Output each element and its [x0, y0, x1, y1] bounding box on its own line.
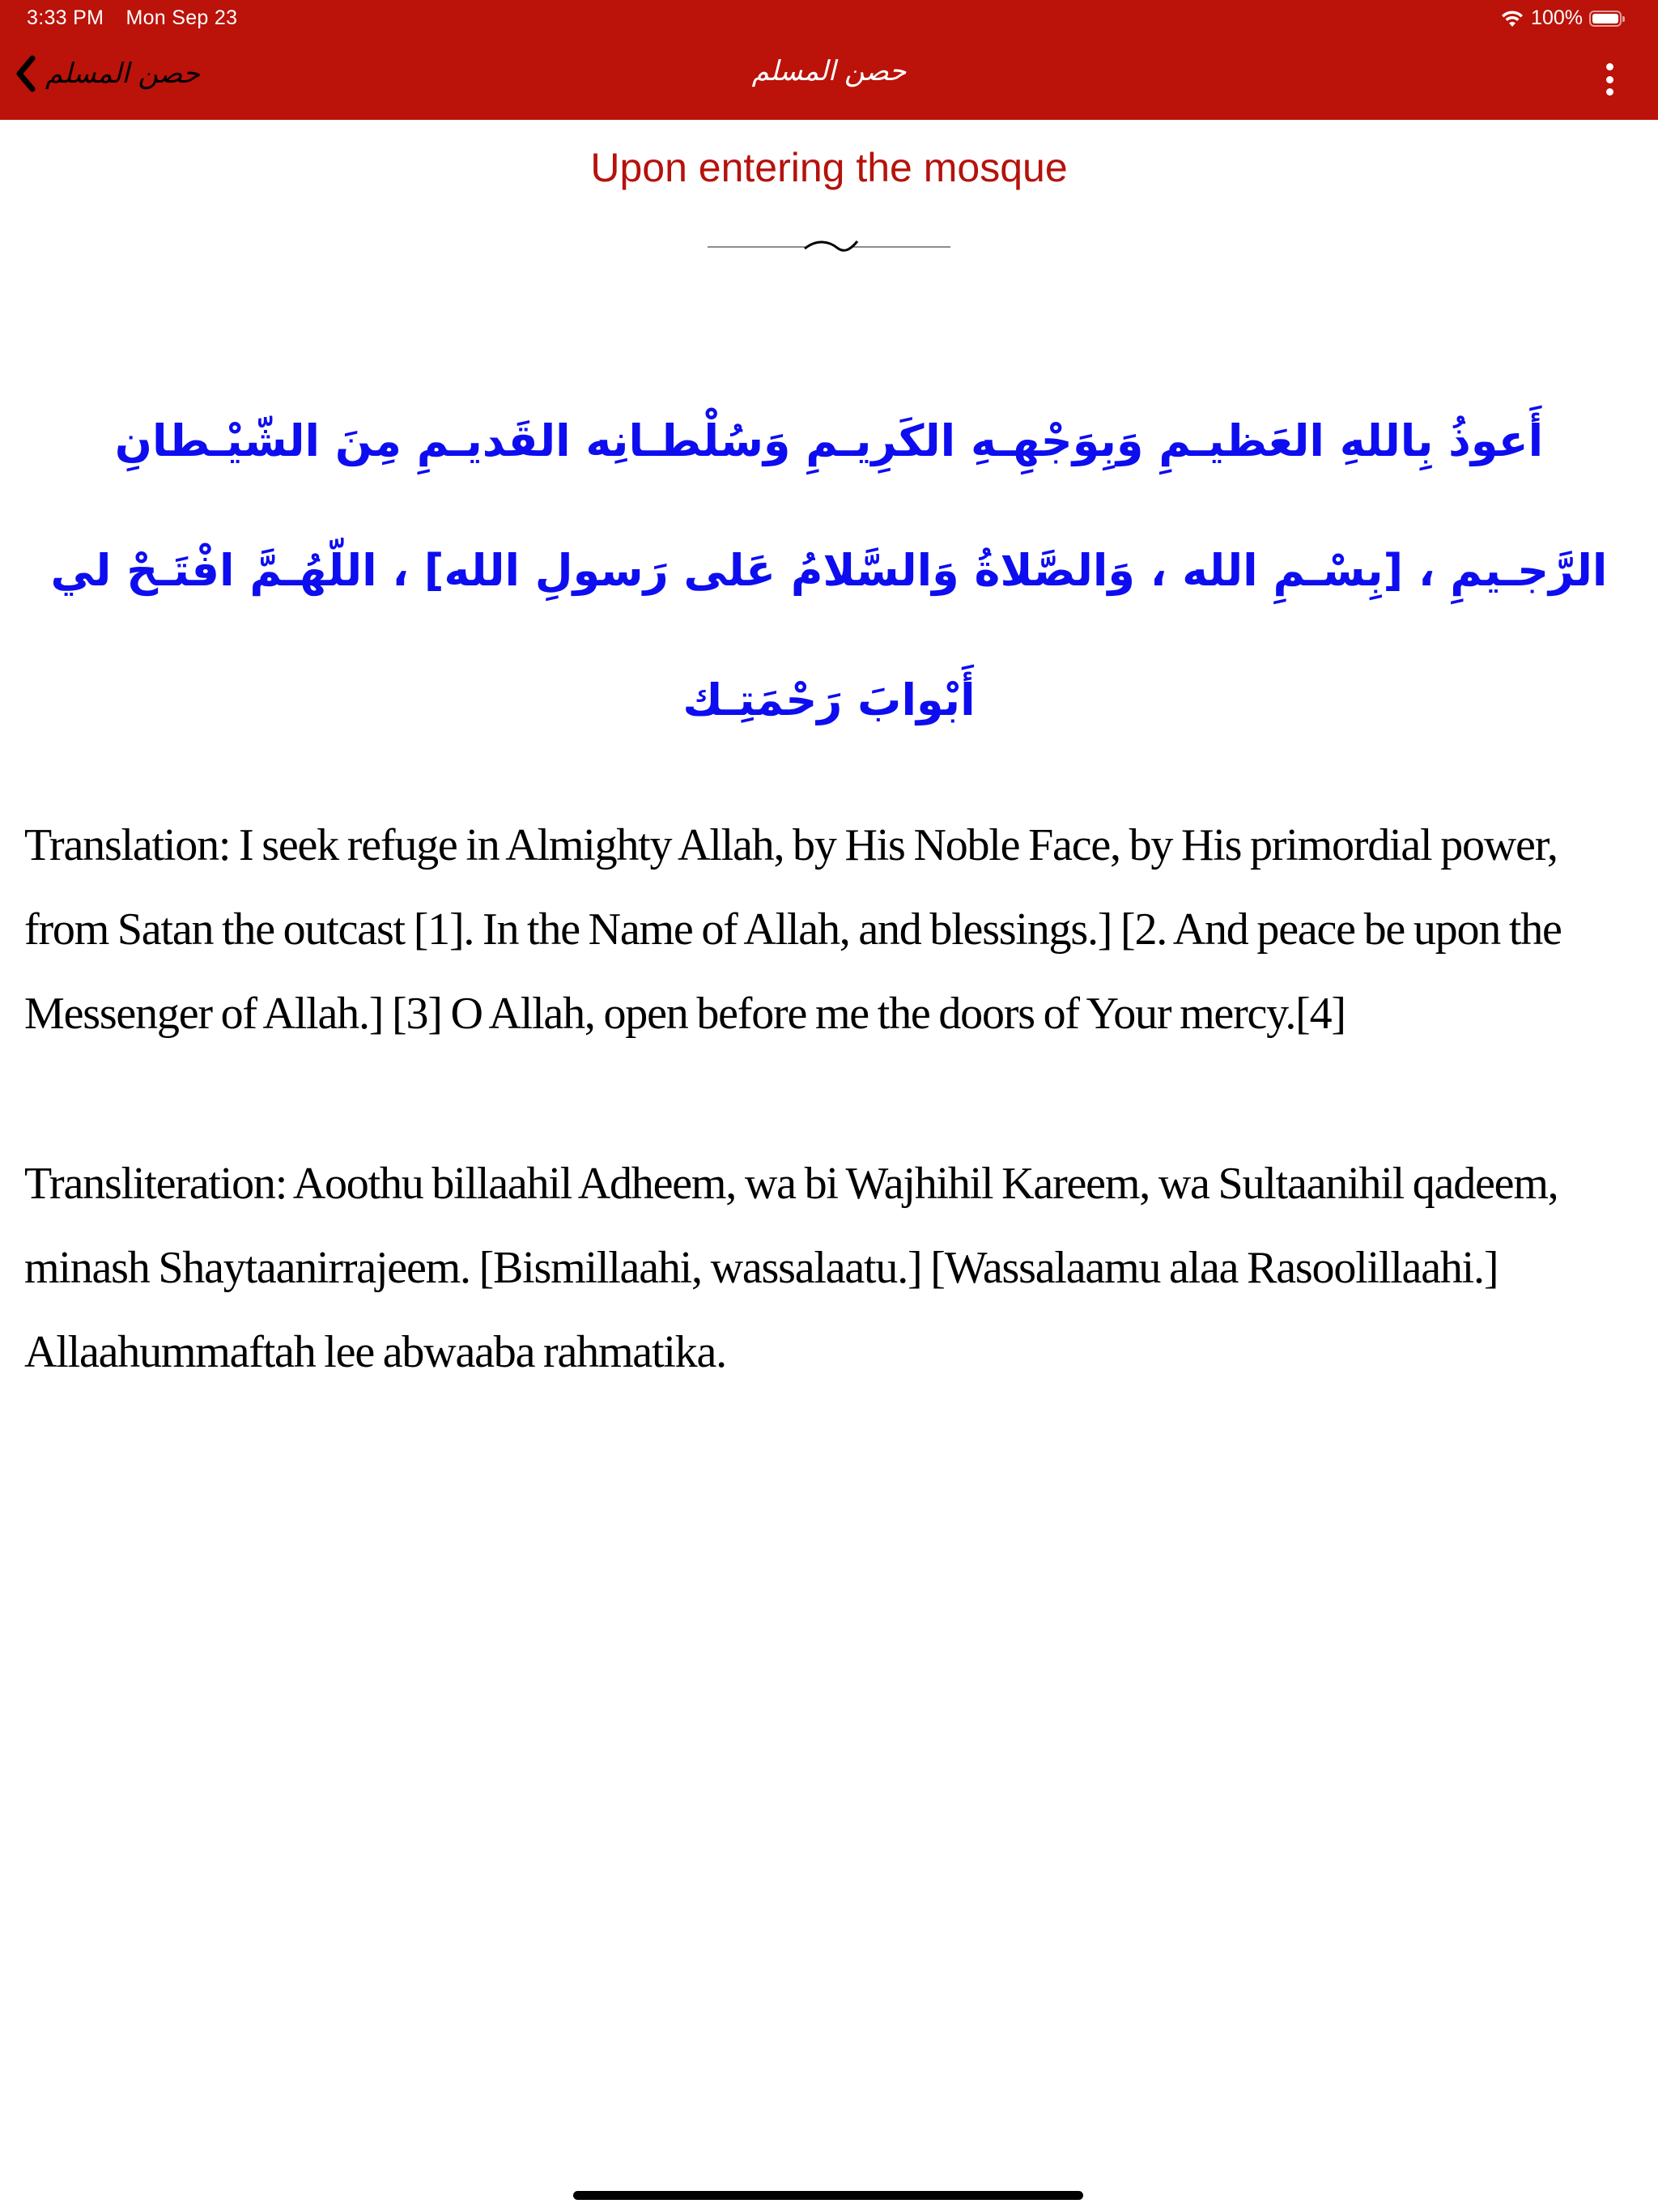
more-vertical-icon-dot [1606, 63, 1613, 70]
transliteration-text: Transliteration: Aoothu billaahil Adheem, wa bi Wajhihil Kareem, wa Sultaanihil qadeem, minash Shaytaanirrajeem. [Bismillaahi, wassalaatu.] [Wassalaamu alaa Rasoolillaahi.] Allaahummaftah lee abwaaba rahmatika. [24, 1159, 1558, 1377]
ornamental-swash-divider-icon [708, 235, 950, 259]
battery-percent: 100% [1531, 6, 1583, 29]
more-options-button[interactable] [1601, 63, 1618, 96]
wifi-icon [1500, 9, 1524, 28]
arabic-dua-text: أَعوذُ بِاللهِ العَظيـمِ وَبِوَجْهِـهِ الكَرِيـمِ وَسُلْطـانِه القَديـمِ مِنَ الشّيْـطانِ الرَّجـيمِ ، [بِسْـمِ الله ، وَالصَّلاةُ وَالسَّلامُ عَلى رَسولِ الله] ، اللّهُـمَّ افْتَـحْ لي أَبْوابَ رَحْمَتِـك [50, 415, 1608, 725]
translation-text: Translation: I seek refuge in Almighty Allah, by His Noble Face, by His primordial power, from Satan the outcast [1]. In the Name of Allah, and blessings.] [2. And peace be upon the Messenger of Allah.] [3] O Allah, open before me the doors of Your mercy.[4] [24, 820, 1562, 1039]
more-vertical-icon-dot [1606, 88, 1613, 96]
more-vertical-icon-dot [1606, 76, 1613, 83]
status-date: Mon Sep 23 [125, 6, 238, 29]
back-label: حصن المسلم [45, 57, 200, 90]
status-bar-right [1500, 6, 1622, 30]
battery-full-icon [1589, 11, 1622, 27]
page-title: Upon entering the mosque [590, 145, 1068, 190]
home-indicator[interactable] [573, 2191, 1083, 2200]
nav-title: حصن المسلم [751, 55, 907, 87]
status-time: 3:33 PM [27, 6, 104, 29]
top-bar [0, 0, 1658, 120]
status-bar-left [27, 6, 253, 30]
